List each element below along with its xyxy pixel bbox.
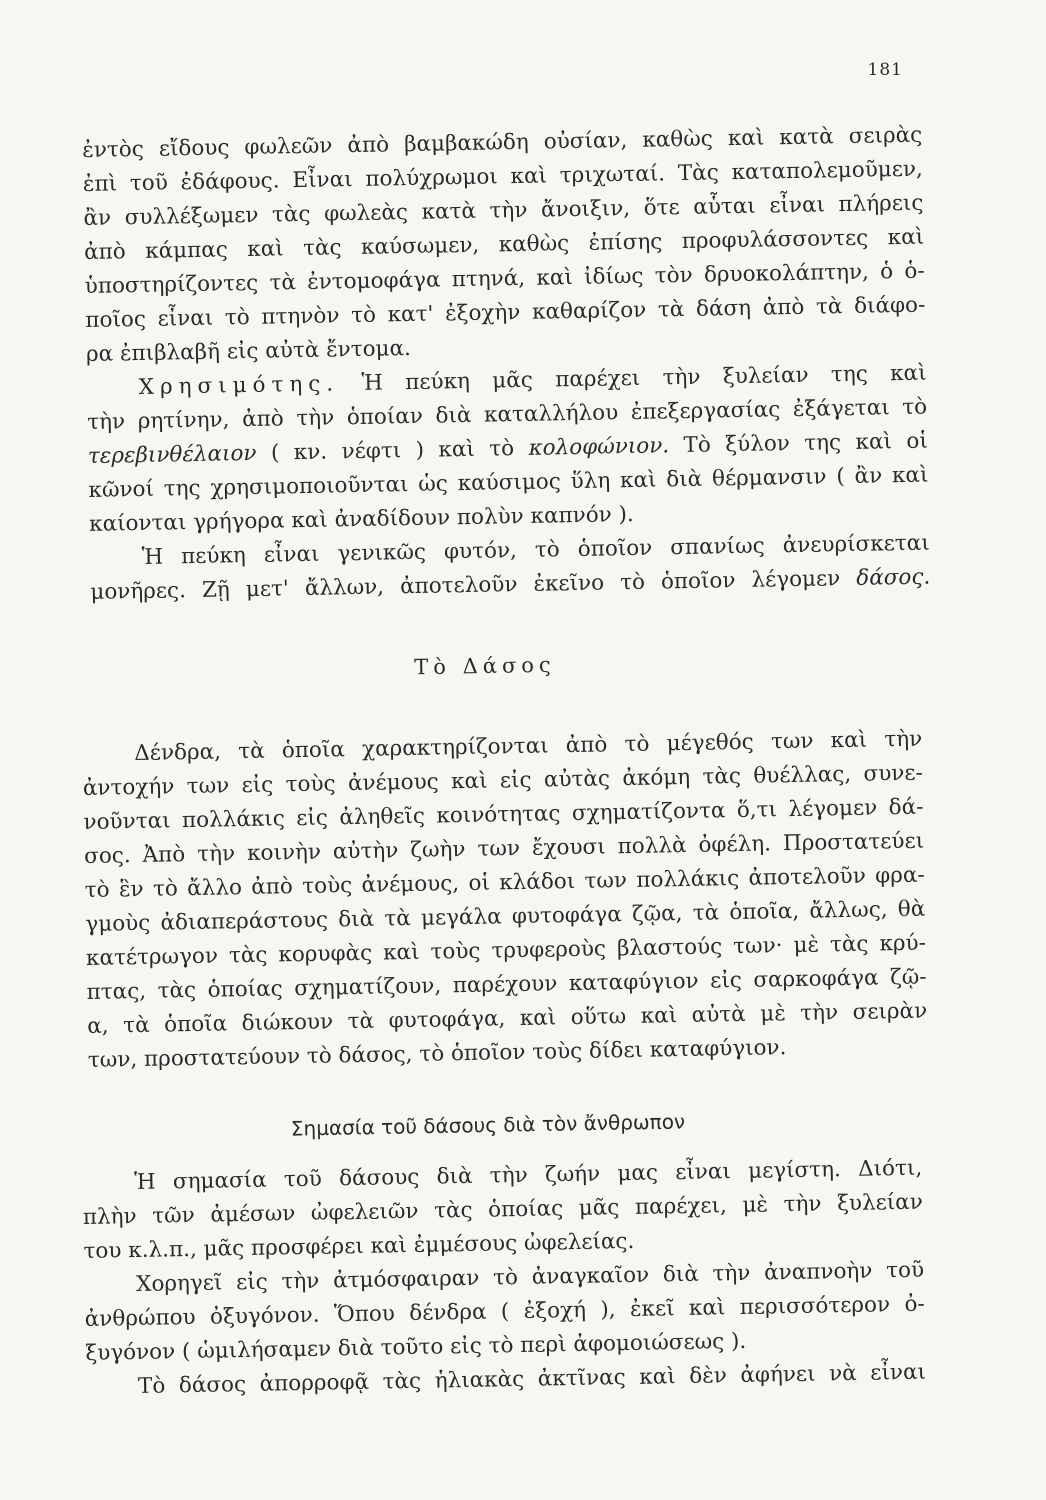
text-line: ξυγόνον ( ὡμιλήσαμεν διὰ τοῦτο εἰς τὸ περὶ ἀφομοιώσεως ). bbox=[85, 1328, 747, 1366]
text-line: κατέτρωγον τὰς κορυφὰς καὶ τοὺς τρυφεροὺς βλαστούς των· μὲ τὰς κρύ- bbox=[85, 930, 927, 971]
forest-term: δάσος. bbox=[856, 564, 931, 591]
text-line: ἐντὸς εἴδους φωλεῶν ἀπὸ βαμβακώδη οὐσίαν, καθὼς καὶ κατὰ σειρὰς bbox=[82, 122, 923, 163]
text-line: Ἡ σημασία τοῦ δάσους διὰ τὴν ζωήν μας εἶναι μεγίστη. Διότι, bbox=[134, 1155, 923, 1196]
text-line: ὑποστηρίζοντες τὰ ἐντομοφάγα πτηνά, καὶ ἰδίως τὸν δρυοκολάπτην, ὁ ὁ- bbox=[84, 258, 925, 299]
text-line: ἂν συλλέξωμεν τὰς φωλεὰς κατὰ τὴν ἄνοιξιν, ὅτε αὗται εἶναι πλήρεις bbox=[83, 190, 924, 231]
text-line: των, προστατεύουν τὸ δάσος, τὸ ὁποῖον τοὺς δίδει καταφύγιον. bbox=[87, 1035, 787, 1073]
text-line: ρα ἐπιβλαβῆ εἰς αὐτὰ ἔντομα. bbox=[85, 336, 412, 367]
text-line: τὸ ἓν τὸ ἄλλο ἀπὸ τοὺς ἀνέμους, οἱ κλάδοι των πολλάκις ἀποτελοῦν φρα- bbox=[84, 862, 925, 903]
text-line: ἐπὶ τοῦ ἐδάφους. Εἶναι πολύχρωμοι καὶ τριχωταί. Τὰς καταπολεμοῦμεν, bbox=[82, 156, 924, 197]
page-number: 181 bbox=[867, 60, 903, 80]
text-line: του κ.λ.π., μᾶς προσφέρει καὶ ἐμμέσους ὠφελείας. bbox=[83, 1228, 635, 1264]
usefulness-text: Ἡ πεύκη μᾶς παρέχει τὴν ξυλείαν της καὶ bbox=[361, 360, 927, 396]
text-line: σος. Ἀπὸ τὴν κοινὴν αὐτὴν ζωὴν των ἔχουσι πολλὰ ὀφέλη. Προστατεύει bbox=[83, 828, 925, 869]
text-line: γμοὺς ἀδιαπεράστους διὰ τὰ μεγάλα φυτοφάγα ζῷα, τὰ ὁποῖα, ἄλλως, θὰ bbox=[85, 896, 926, 937]
text-fragment: ( κν. νέφτι ) καὶ τὸ bbox=[256, 435, 529, 466]
rosin-term: κολοφώνιον. bbox=[528, 433, 670, 461]
turpentine-term: τερεβινθέλαιον bbox=[87, 440, 257, 469]
text-line: Δένδρα, τὰ ὁποῖα χαρακτηρίζονται ἀπὸ τὸ μέγεθός των καὶ τὴν bbox=[134, 726, 923, 767]
text-line: τὴν ρητίνην, ἀπὸ τὴν ὁποίαν διὰ καταλλήλου ἐπεξεργασίας ἐξάγεται τὸ bbox=[87, 394, 928, 435]
text-line: Χορηγεῖ εἰς τὴν ἀτμόσφαιραν τὸ ἀναγκαῖον διὰ τὴν ἀναπνοὴν τοῦ bbox=[135, 1257, 925, 1298]
section-heading-importance: Σημασία τοῦ δάσους διὰ τὸν ἄνθρωπον bbox=[290, 1109, 686, 1141]
pine-pest-section bbox=[82, 119, 931, 610]
text-line: κῶνοί της χρησιμοποιοῦνται ὡς καύσιμος ὕλη καὶ διὰ θέρμανσιν ( ἂν καὶ bbox=[88, 462, 929, 503]
forest-section bbox=[82, 723, 928, 1078]
section-heading-forest: Τὸ Δάσος bbox=[414, 652, 556, 680]
text-fragment: Τὸ ξύλον της καὶ οἱ bbox=[668, 428, 928, 459]
text-line: πλὴν τῶν ἀμέσων ὠφελειῶν τὰς ὁποίας μᾶς παρέχει, μὲ τὴν ξυλείαν bbox=[82, 1189, 924, 1230]
text-line: ἀντοχήν των εἰς τοὺς ἀνέμους καὶ εἰς αὐτὰς ἀκόμη τὰς θυέλλας, συνε- bbox=[82, 760, 924, 801]
text-line: νοῦνται πολλάκις εἰς ἀληθεῖς κοινότητας σχηματίζοντα ὅ,τι λέγομεν δά- bbox=[83, 794, 924, 835]
text-line: α, τὰ ὁποῖα διώκουν τὰ φυτοφάγα, καὶ οὕτω καὶ αὐτὰ μὲ τὴν σειρὰν bbox=[87, 998, 928, 1039]
text-line: πτας, τὰς ὁποίας σχηματίζουν, παρέχουν καταφύγιον εἰς σαρκοφάγα ζῷ- bbox=[86, 964, 927, 1005]
text-line: ἀπὸ κάμπας καὶ τὰς καύσωμεν, καθὼς ἐπίσης προφυλάσσοντες καὶ bbox=[83, 224, 925, 265]
text-line: ἀνθρώπου ὀξυγόνον. Ὅπου δένδρα ( ἐξοχή ), ἐκεῖ καὶ περισσότερον ὀ- bbox=[84, 1291, 925, 1332]
text-line: ποῖος εἶναι τὸ πτηνὸν τὸ κατ' ἐξοχὴν καθαρίζον τὰ δάση ἀπὸ τὰ διάφο- bbox=[85, 292, 926, 333]
usefulness-term: Χρησιμότης. bbox=[138, 371, 340, 401]
text-line: Ἡ πεύκη εἶναι γενικῶς φυτόν, τὸ ὁποῖον σπανίως ἀνευρίσκεται bbox=[141, 530, 930, 570]
importance-section bbox=[82, 1152, 926, 1405]
text-line: καίονται γρήγορα καὶ ἀναδίδουν πολὺν καπνόν ). bbox=[88, 501, 634, 537]
text-line: Τὸ δάσος ἀπορροφᾷ τὰς ἡλιακὰς ἀκτῖνας καὶ δὲν ἀφήνει νὰ εἶναι bbox=[137, 1359, 927, 1400]
text-fragment: μονῆρες. Ζῇ μετ' ἄλλων, ἀποτελοῦν ἐκεῖνο τὸ ὁποῖον λέγομεν bbox=[90, 565, 857, 605]
